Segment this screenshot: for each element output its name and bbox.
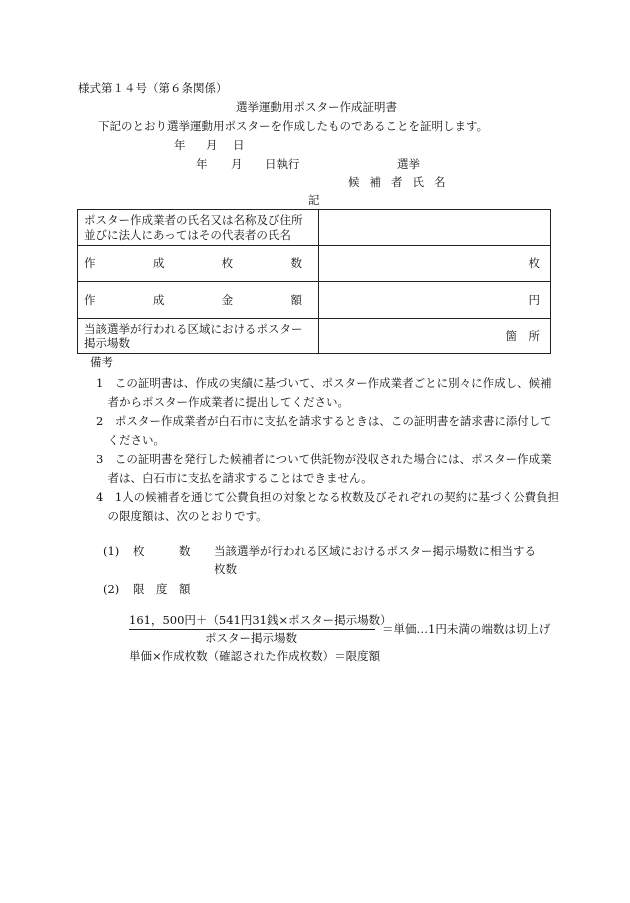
- remark-item-3: 3 この証明書を発行した候補者について供託物が没収された場合には、ポスター作成業者は、白石市に支払を請求することはできません。: [96, 452, 552, 485]
- sub2-label: 限 度 額: [133, 582, 191, 596]
- remarks-heading: 備考: [90, 355, 113, 369]
- date-day: 日: [233, 138, 245, 152]
- election-date: 日執行: [265, 157, 300, 171]
- remark-item-1: 1 この証明書は、作成の実績に基づいて、ポスター作成業者ごとに別々に作成し、候補者からポスター作成業者に提出してください。: [96, 376, 552, 409]
- table-row: [78, 246, 551, 282]
- sub2-number: (2): [103, 582, 120, 596]
- posting-sites-label: 当該選挙が行われる区域におけるポスター 掲示場数: [78, 319, 319, 354]
- sub1-text: 当該選挙が行われる区域におけるポスター掲示場数に相当する: [214, 544, 536, 558]
- sub1-label: 枚 数: [133, 544, 191, 558]
- election-year: 年: [196, 157, 208, 171]
- ki-label: 記: [308, 193, 320, 207]
- fraction-line: [129, 629, 375, 630]
- document-title: 選挙運動用ポスター作成証明書: [236, 100, 397, 114]
- contractor-label: ポスター作成業者の氏名又は名称及び住所 並びに法人にあってはその代表者の氏名: [78, 210, 319, 246]
- posting-sites-unit: 箇 所: [319, 319, 551, 354]
- table-row: [78, 210, 551, 246]
- formula-limit: 単価×作成枚数（確認された作成枚数）＝限度額: [129, 649, 381, 663]
- table-row: [78, 282, 551, 319]
- formula-result: ＝単価…1円未満の端数は切上げ: [382, 622, 551, 636]
- election-label: 選挙: [397, 157, 420, 171]
- sub1-text-cont: 枚数: [214, 562, 237, 576]
- candidate-name-label: 候補者氏名: [348, 175, 456, 189]
- form-number: 様式第１４号（第６条関係）: [78, 81, 228, 95]
- table-row: [78, 319, 551, 354]
- date-month: 月: [206, 138, 218, 152]
- contractor-value: [319, 210, 551, 246]
- quantity-unit: 枚: [319, 246, 551, 282]
- date-year: 年: [174, 138, 186, 152]
- form-table: [77, 209, 551, 354]
- remark-item-2: 2 ポスター作成業者が白石市に支払を請求するときは、この証明書を請求書に添付してください。: [96, 414, 552, 447]
- amount-label: 作 成 金 額: [78, 282, 319, 319]
- amount-unit: 円: [319, 282, 551, 319]
- formula-numerator: 161，500円＋（541円31銭×ポスター掲示場数）: [129, 613, 392, 627]
- formula-denominator: ポスター掲示場数: [205, 631, 297, 645]
- election-month: 月: [231, 157, 243, 171]
- remark-item-4: 4 1人の候補者を通じて公費負担の対象となる枚数及びそれぞれの契約に基づく公費負担の限度額は、次のとおりです。: [96, 490, 560, 523]
- quantity-label: 作 成 枚 数: [78, 246, 319, 282]
- certification-statement: 下記のとおり選挙運動用ポスターを作成したものであることを証明します。: [98, 119, 489, 133]
- sub1-number: (1): [103, 544, 120, 558]
